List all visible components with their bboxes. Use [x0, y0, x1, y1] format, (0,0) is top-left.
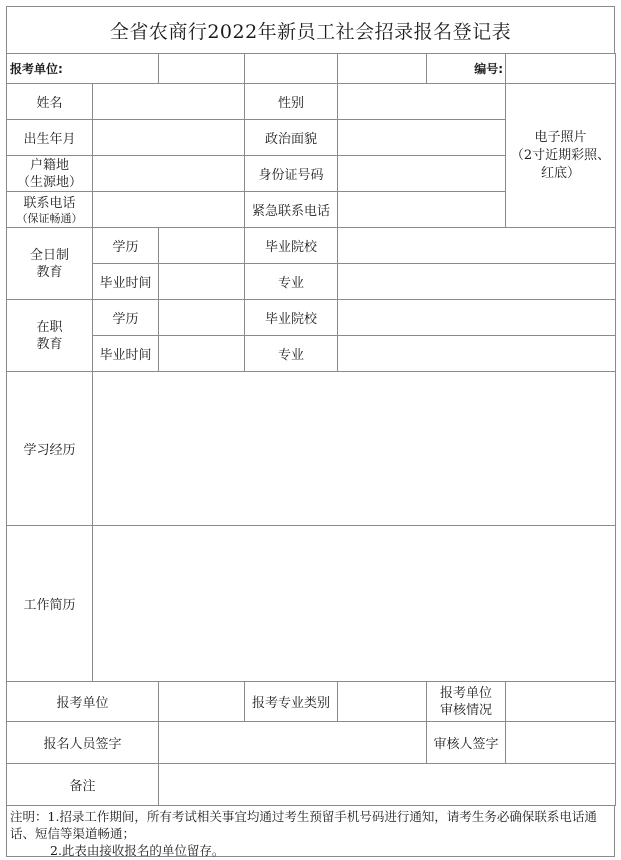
hukou-label-2: （生源地）	[16, 174, 82, 190]
study-history-label: 学习经历	[7, 372, 93, 526]
unit-field[interactable]	[159, 54, 245, 84]
fulltime-school-label: 毕业院校	[245, 228, 338, 264]
name-field[interactable]	[93, 84, 245, 120]
number-label: 编号:	[427, 54, 506, 84]
work-history-label: 工作简历	[7, 526, 93, 682]
parttime-school-field[interactable]	[338, 300, 616, 336]
birth-label: 出生年月	[7, 120, 93, 156]
fulltime-major-label: 专业	[245, 264, 338, 300]
applicant-sign-field[interactable]	[159, 722, 427, 764]
fulltime-gradtime-label: 毕业时间	[93, 264, 159, 300]
apply-unit-label: 报考单位	[7, 682, 159, 722]
birth-field[interactable]	[93, 120, 245, 156]
political-field[interactable]	[338, 120, 506, 156]
phone-label-1: 联系电话	[23, 195, 76, 211]
reviewer-sign-field[interactable]	[506, 722, 616, 764]
number-field[interactable]	[506, 54, 616, 84]
id-label: 身份证号码	[245, 156, 338, 192]
registration-form	[6, 6, 615, 857]
remarks-label: 备注	[7, 764, 159, 806]
review-field[interactable]	[506, 682, 616, 722]
fulltime-label-2: 教育	[36, 264, 63, 280]
remarks-field[interactable]	[159, 764, 616, 806]
apply-category-field[interactable]	[338, 682, 427, 722]
phone-label-2: （保证畅通）	[16, 211, 83, 225]
parttime-label-1: 在职	[36, 319, 63, 335]
emergency-field[interactable]	[338, 192, 506, 228]
emergency-label: 紧急联系电话	[245, 192, 338, 228]
notes	[6, 806, 615, 857]
parttime-degree-field[interactable]	[159, 300, 245, 336]
apply-unit-field[interactable]	[159, 682, 245, 722]
fulltime-label-1: 全日制	[29, 247, 69, 263]
political-label: 政治面貌	[245, 120, 338, 156]
fulltime-major-field[interactable]	[338, 264, 616, 300]
review-label	[427, 682, 506, 722]
parttime-major-field[interactable]	[338, 336, 616, 372]
id-field[interactable]	[338, 156, 506, 192]
parttime-gradtime-field[interactable]	[159, 336, 245, 372]
form-table	[6, 53, 616, 806]
parttime-school-label: 毕业院校	[245, 300, 338, 336]
photo-label-3: 红底）	[540, 165, 580, 181]
apply-category-label: 报考专业类别	[245, 682, 338, 722]
parttime-label-2: 教育	[36, 336, 63, 352]
review-label-1: 报考单位	[439, 685, 492, 701]
work-history-field[interactable]	[93, 526, 616, 682]
fulltime-label	[7, 228, 93, 300]
applicant-sign-label: 报名人员签字	[7, 722, 159, 764]
hukou-label	[7, 156, 93, 192]
photo-label-2: （2寸近期彩照、	[510, 147, 611, 163]
gender-label: 性别	[245, 84, 338, 120]
phone-label	[7, 192, 93, 228]
photo-label-1: 电子照片	[534, 129, 587, 145]
unit-field-3[interactable]	[338, 54, 427, 84]
parttime-label	[7, 300, 93, 372]
parttime-major-label: 专业	[245, 336, 338, 372]
note-line-2: 2.此表由接收报名的单位留存。	[50, 843, 225, 858]
photo-cell[interactable]	[506, 84, 616, 228]
name-label: 姓名	[7, 84, 93, 120]
unit-label: 报考单位:	[7, 54, 159, 84]
fulltime-degree-field[interactable]	[159, 228, 245, 264]
study-history-field[interactable]	[93, 372, 616, 526]
hukou-field[interactable]	[93, 156, 245, 192]
hukou-label-1: 户籍地	[29, 157, 69, 173]
gender-field[interactable]	[338, 84, 506, 120]
form-title: 全省农商行2022年新员工社会招录报名登记表	[6, 6, 615, 53]
fulltime-gradtime-field[interactable]	[159, 264, 245, 300]
fulltime-degree-label: 学历	[93, 228, 159, 264]
unit-field-2[interactable]	[245, 54, 338, 84]
parttime-gradtime-label: 毕业时间	[93, 336, 159, 372]
fulltime-school-field[interactable]	[338, 228, 616, 264]
note-line-1: 注明：1.招录工作期间，所有考试相关事宜均通过考生预留手机号码进行通知，请考生务必确保联系电话通话、短信等渠道畅通；	[10, 809, 597, 841]
review-label-2: 审核情况	[439, 702, 492, 718]
reviewer-sign-label: 审核人签字	[427, 722, 506, 764]
parttime-degree-label: 学历	[93, 300, 159, 336]
phone-field[interactable]	[93, 192, 245, 228]
